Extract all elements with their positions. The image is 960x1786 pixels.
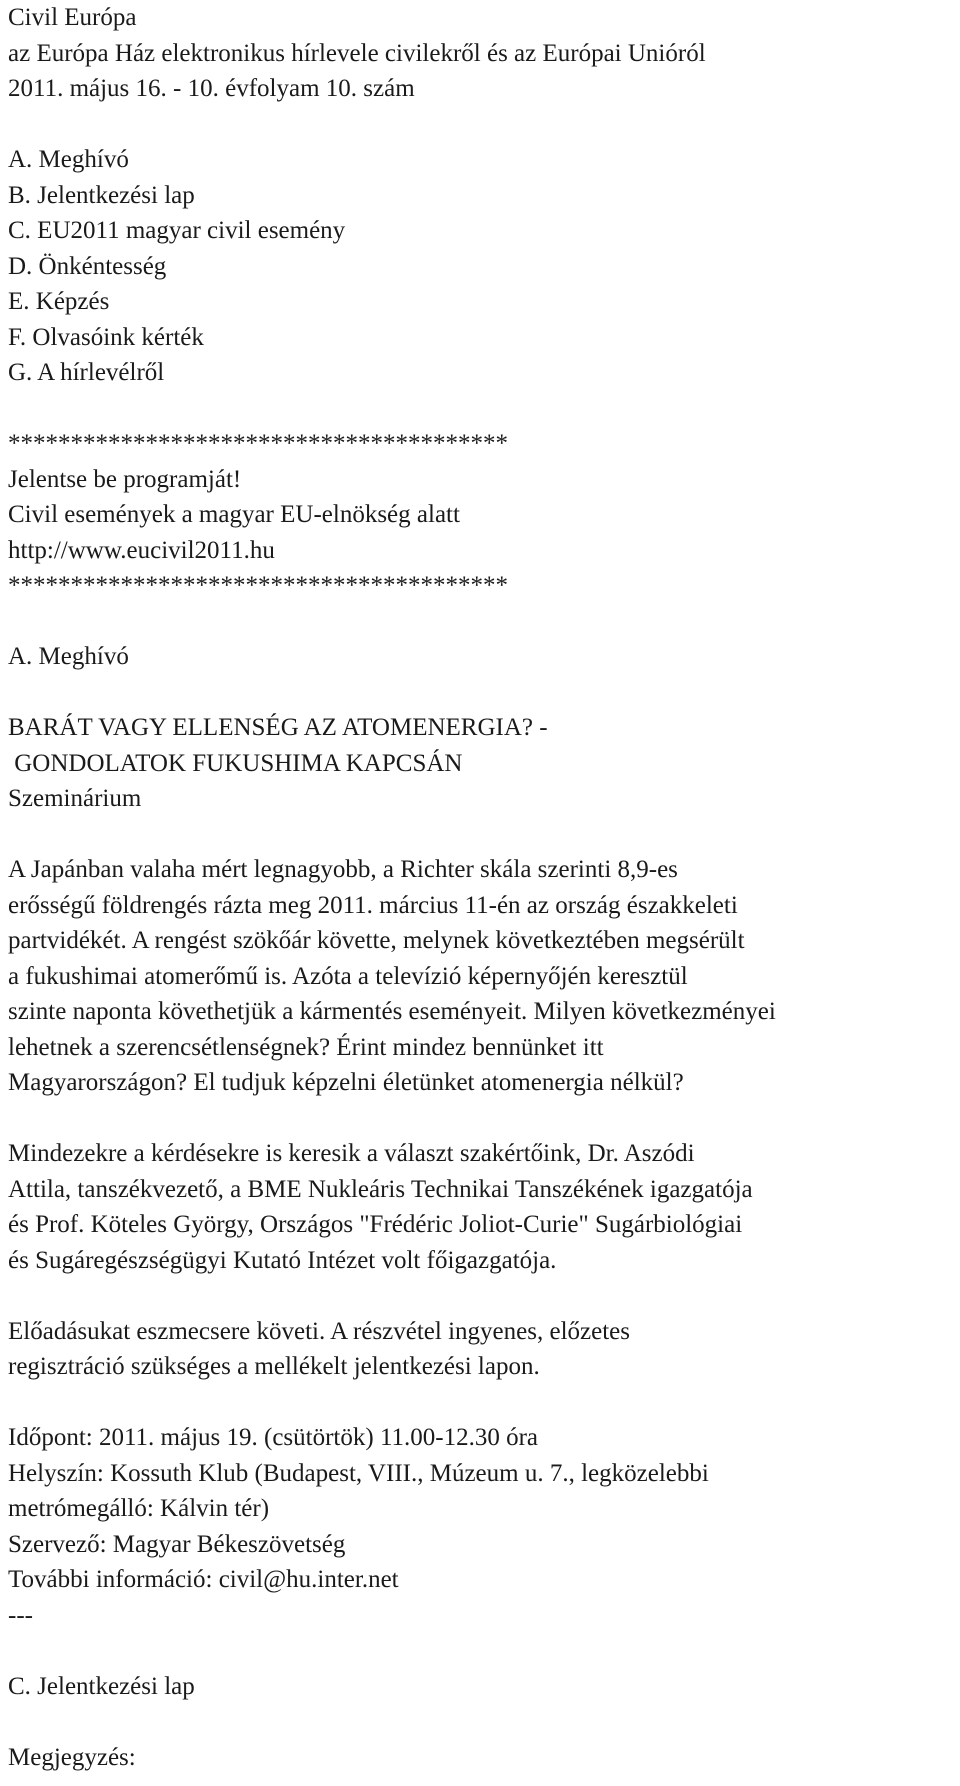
note-label: Megjegyzés:: [8, 1743, 136, 1771]
section-a-invitation: [8, 639, 958, 1633]
newsletter-title: Civil Európa: [8, 4, 137, 31]
star-divider-bottom: ****************************************: [8, 572, 508, 599]
spacer: [8, 391, 958, 427]
paragraph-line: A Japánban valaha mért legnagyobb, a Richter skála szerinti 8,9-es: [8, 856, 678, 883]
paragraph-line: szinte naponta követhetjük a kármentés eseményeit. Milyen következményei: [8, 998, 776, 1025]
toc-item-e[interactable]: E. Képzés: [8, 288, 110, 315]
issue-date: 2011. május 16. - 10. évfolyam 10. szám: [8, 75, 415, 102]
event-title-line-2: GONDOLATOK FUKUSHIMA KAPCSÁN: [8, 749, 463, 777]
event-title-line-1: BARÁT VAGY ELLENSÉG AZ ATOMENERGIA? -: [8, 714, 548, 741]
spacer: [8, 817, 958, 853]
spacer: [8, 1101, 958, 1137]
spacer: [8, 107, 958, 143]
spacer: [8, 675, 958, 711]
spacer: [8, 1278, 958, 1314]
paragraph-line: Attila, tanszékvezető, a BME Nukleáris Technikai Tanszékének igazgatója: [8, 1175, 753, 1203]
paragraph-line: a fukushimai atomerőmű is. Azóta a televízió képernyőjén keresztül: [8, 962, 688, 990]
newsletter-document: [8, 0, 958, 1775]
paragraph-line: Magyarországon? El tudjuk képzelni életünket atomenergia nélkül?: [8, 1069, 684, 1096]
banner-line-1: Jelentse be programját!: [8, 465, 242, 493]
paragraph-line: lehetnek a szerencsétlenségnek? Érint mindez bennünket itt: [8, 1033, 604, 1061]
section-c-heading: C. Jelentkezési lap: [8, 1672, 195, 1700]
paragraph-line: erősségű földrengés rázta meg 2011. március 11-én az ország északkeleti: [8, 891, 738, 919]
paragraph-line: és Prof. Köteles György, Országos "Frédéric Joliot-Curie" Sugárbiológiai: [8, 1211, 743, 1238]
paragraph-line: és Sugáregészségügyi Kutató Intézet volt főigazgatója.: [8, 1246, 557, 1274]
section-a-heading: A. Meghívó: [8, 643, 129, 670]
banner-url-link[interactable]: http://www.eucivil2011.hu: [8, 536, 275, 564]
toc-item-b[interactable]: B. Jelentkezési lap: [8, 181, 195, 209]
spacer: [8, 1633, 958, 1669]
toc-item-g[interactable]: G. A hírlevélről: [8, 359, 165, 386]
announcement-banner: [8, 426, 958, 604]
spacer: [8, 604, 958, 640]
registration-paragraph: [8, 1314, 958, 1385]
section-c-registration-form: [8, 1669, 958, 1776]
star-divider-top: ****************************************: [8, 430, 508, 457]
paragraph-line: Mindezekre a kérdésekre is keresik a választ szakértőink, Dr. Aszódi: [8, 1140, 695, 1167]
event-organizer: Szervező: Magyar Békeszövetség: [8, 1530, 346, 1558]
table-of-contents: [8, 142, 958, 391]
intro-paragraph: [8, 852, 958, 1101]
toc-item-a[interactable]: A. Meghívó: [8, 146, 129, 173]
toc-item-c[interactable]: C. EU2011 magyar civil esemény: [8, 217, 346, 244]
spacer: [8, 1704, 958, 1740]
newsletter-subtitle: az Európa Ház elektronikus hírlevele civilekről és az Európai Unióról: [8, 39, 706, 67]
banner-line-2: Civil események a magyar EU-elnökség alatt: [8, 501, 460, 528]
experts-paragraph: [8, 1136, 958, 1278]
event-type: Szeminárium: [8, 785, 142, 812]
event-contact: További információ: civil@hu.inter.net: [8, 1566, 399, 1593]
toc-item-d[interactable]: D. Önkéntesség: [8, 252, 167, 280]
paragraph-line: partvidékét. A rengést szökőár követte, melynek következtében megsérült: [8, 927, 745, 954]
paragraph-line: Előadásukat eszmecsere követi. A részvétel ingyenes, előzetes: [8, 1317, 630, 1345]
spacer: [8, 1385, 958, 1421]
section-separator: ---: [8, 1601, 33, 1629]
toc-item-f[interactable]: F. Olvasóink kérték: [8, 323, 204, 351]
event-time: Időpont: 2011. május 19. (csütörtök) 11.00-12.30 óra: [8, 1424, 539, 1451]
event-details: [8, 1420, 958, 1633]
event-venue: Helyszín: Kossuth Klub (Budapest, VIII., Múzeum u. 7., legközelebbi: [8, 1459, 709, 1487]
paragraph-line: regisztráció szükséges a mellékelt jelentkezési lapon.: [8, 1353, 540, 1380]
event-venue-metro: metrómegálló: Kálvin tér): [8, 1495, 270, 1522]
